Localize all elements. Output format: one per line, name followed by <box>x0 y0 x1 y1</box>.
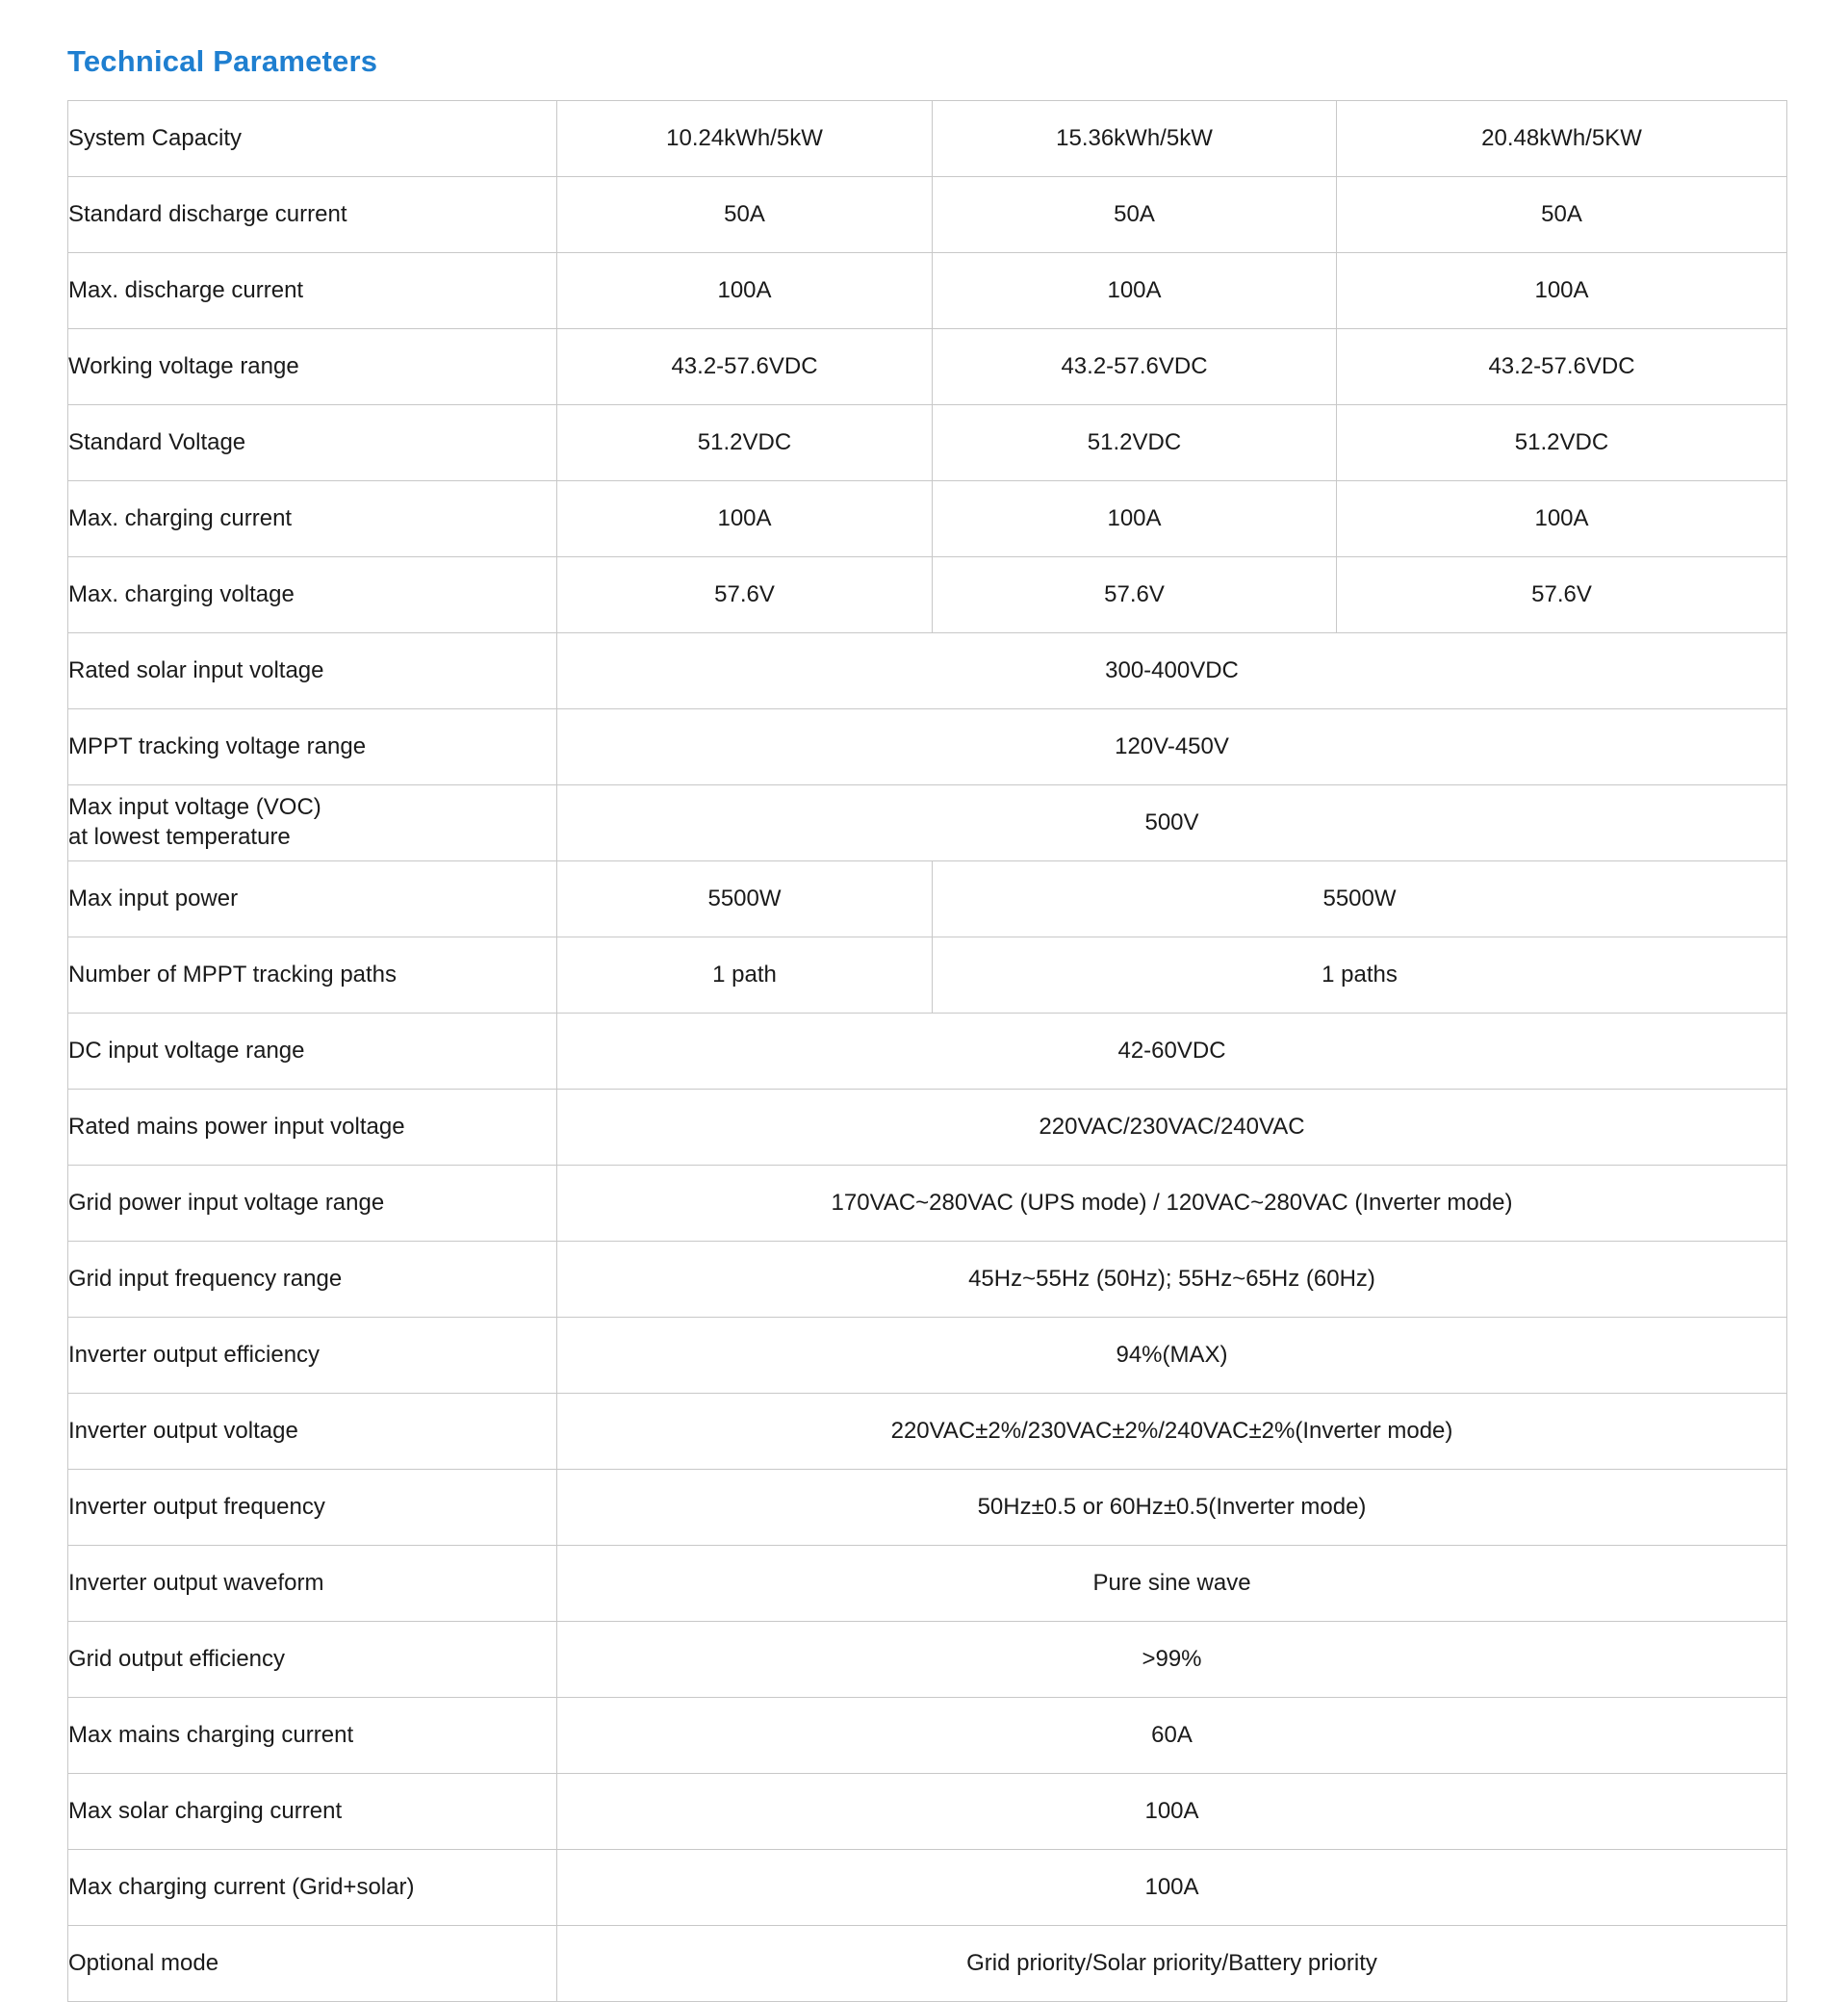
table-row <box>68 101 1787 177</box>
row-value: 100A <box>557 481 933 557</box>
row-value: 500V <box>557 785 1787 861</box>
row-value: 42-60VDC <box>557 1014 1787 1090</box>
row-label: System Capacity <box>68 101 557 177</box>
row-label: Optional mode <box>68 1926 557 2002</box>
row-label: Standard Voltage <box>68 405 557 481</box>
row-value: 100A <box>933 253 1337 329</box>
table-body <box>68 101 1787 2002</box>
table-row <box>68 405 1787 481</box>
row-value: 50A <box>1337 177 1787 253</box>
row-value: 57.6V <box>933 557 1337 633</box>
table-row <box>68 1774 1787 1850</box>
row-value: 57.6V <box>557 557 933 633</box>
table-row <box>68 557 1787 633</box>
row-label: Max mains charging current <box>68 1698 557 1774</box>
row-value: 50Hz±0.5 or 60Hz±0.5(Inverter mode) <box>557 1470 1787 1546</box>
row-label: Inverter output efficiency <box>68 1318 557 1394</box>
row-label: MPPT tracking voltage range <box>68 709 557 785</box>
table-row <box>68 861 1787 937</box>
row-value: 57.6V <box>1337 557 1787 633</box>
row-value: 100A <box>557 1774 1787 1850</box>
row-label-line-1: Max input voltage (VOC) <box>68 794 321 821</box>
table-row <box>68 937 1787 1014</box>
row-value: 50A <box>933 177 1337 253</box>
table-row <box>68 1394 1787 1470</box>
table-row <box>68 481 1787 557</box>
row-value: 51.2VDC <box>557 405 933 481</box>
row-label: Number of MPPT tracking paths <box>68 937 557 1014</box>
table-row <box>68 1622 1787 1698</box>
row-value: 43.2-57.6VDC <box>1337 329 1787 405</box>
table-row <box>68 785 1787 861</box>
table-row <box>68 1090 1787 1166</box>
row-value: 94%(MAX) <box>557 1318 1787 1394</box>
row-value: Grid priority/Solar priority/Battery priority <box>557 1926 1787 2002</box>
row-value: 5500W <box>933 861 1787 937</box>
row-label: Max. charging voltage <box>68 557 557 633</box>
row-value: 15.36kWh/5kW <box>933 101 1337 177</box>
row-label: Rated mains power input voltage <box>68 1090 557 1166</box>
row-value: 50A <box>557 177 933 253</box>
row-value: 1 path <box>557 937 933 1014</box>
page-title: Technical Parameters <box>67 44 378 78</box>
row-value: 51.2VDC <box>933 405 1337 481</box>
row-value: 100A <box>557 1850 1787 1926</box>
table-row <box>68 1166 1787 1242</box>
row-label: Grid output efficiency <box>68 1622 557 1698</box>
table-row <box>68 633 1787 709</box>
row-value: 43.2-57.6VDC <box>933 329 1337 405</box>
table-row <box>68 1014 1787 1090</box>
table-row <box>68 1926 1787 2002</box>
row-label: Inverter output waveform <box>68 1546 557 1622</box>
row-value: 220VAC/230VAC/240VAC <box>557 1090 1787 1166</box>
table-row <box>68 1546 1787 1622</box>
row-value: 51.2VDC <box>1337 405 1787 481</box>
row-value: 10.24kWh/5kW <box>557 101 933 177</box>
table-row <box>68 1698 1787 1774</box>
row-label-line-2: at lowest temperature <box>68 824 291 850</box>
table-row <box>68 253 1787 329</box>
table-row <box>68 1318 1787 1394</box>
table-row <box>68 709 1787 785</box>
row-label: Working voltage range <box>68 329 557 405</box>
row-value: 170VAC~280VAC (UPS mode) / 120VAC~280VAC (Inverter mode) <box>557 1166 1787 1242</box>
row-value: 100A <box>933 481 1337 557</box>
row-label: Grid input frequency range <box>68 1242 557 1318</box>
table-row <box>68 1470 1787 1546</box>
row-value: >99% <box>557 1622 1787 1698</box>
row-label: Max. discharge current <box>68 253 557 329</box>
table-row <box>68 177 1787 253</box>
row-value: 300-400VDC <box>557 633 1787 709</box>
row-value: Pure sine wave <box>557 1546 1787 1622</box>
row-label: DC input voltage range <box>68 1014 557 1090</box>
row-value: 20.48kWh/5KW <box>1337 101 1787 177</box>
row-label: Max. charging current <box>68 481 557 557</box>
row-value: 43.2-57.6VDC <box>557 329 933 405</box>
row-value: 120V-450V <box>557 709 1787 785</box>
table-row <box>68 1242 1787 1318</box>
row-label <box>68 785 557 861</box>
row-label: Max solar charging current <box>68 1774 557 1850</box>
row-label: Max charging current (Grid+solar) <box>68 1850 557 1926</box>
table-row <box>68 1850 1787 1926</box>
row-label: Standard discharge current <box>68 177 557 253</box>
row-value: 5500W <box>557 861 933 937</box>
row-value: 100A <box>557 253 933 329</box>
row-label: Rated solar input voltage <box>68 633 557 709</box>
row-value: 45Hz~55Hz (50Hz); 55Hz~65Hz (60Hz) <box>557 1242 1787 1318</box>
row-value: 1 paths <box>933 937 1787 1014</box>
row-value: 60A <box>557 1698 1787 1774</box>
technical-parameters-table <box>67 100 1787 2002</box>
row-label: Max input power <box>68 861 557 937</box>
row-label: Grid power input voltage range <box>68 1166 557 1242</box>
row-value: 220VAC±2%/230VAC±2%/240VAC±2%(Inverter mode) <box>557 1394 1787 1470</box>
row-value: 100A <box>1337 253 1787 329</box>
row-value: 100A <box>1337 481 1787 557</box>
table-row <box>68 329 1787 405</box>
row-label: Inverter output frequency <box>68 1470 557 1546</box>
row-label: Inverter output voltage <box>68 1394 557 1470</box>
